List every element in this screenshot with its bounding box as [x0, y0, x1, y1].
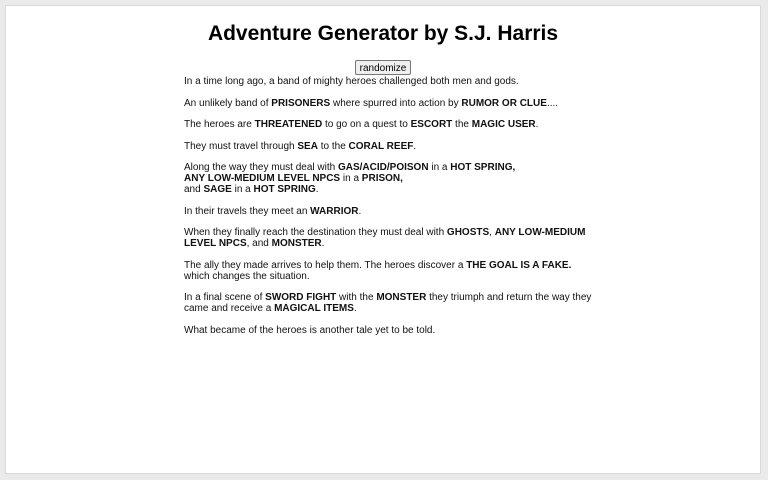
plot-twist: THE GOAL IS A FAKE.: [466, 259, 572, 271]
randomize-button[interactable]: randomize: [355, 60, 412, 75]
page-container: [5, 5, 761, 474]
text-segment: In their travels they meet an: [184, 205, 311, 217]
ally: WARRIOR: [310, 205, 359, 217]
text-segment: .: [353, 303, 357, 314]
text-segment: and: [184, 184, 204, 195]
final-enemy: MONSTER: [376, 292, 427, 303]
story-text: [184, 76, 594, 346]
travel-terrain: SEA: [297, 140, 318, 152]
text-segment: The ally they made arrives to help them. The heroes discover a: [184, 259, 467, 271]
quest-target: MAGIC USER: [471, 119, 536, 130]
text-segment: in a: [231, 184, 254, 195]
text-segment: In a final scene of: [184, 292, 266, 303]
text-segment: they triumph and return the way they came and receive a: [184, 292, 592, 314]
reward: MAGICAL ITEMS: [274, 303, 354, 314]
text-segment: the: [452, 119, 472, 130]
text-segment: , and: [246, 238, 272, 249]
obstacle-2: ANY LOW-MEDIUM LEVEL NPCS: [184, 173, 341, 184]
final-scene: SWORD FIGHT: [265, 292, 337, 303]
text-segment: to the: [317, 140, 349, 152]
quest-type: ESCORT: [410, 119, 453, 130]
story-travel: [184, 141, 594, 152]
story-band: [184, 98, 594, 109]
obstacle-1: GAS/ACID/POISON: [337, 162, 429, 173]
text-segment: .: [358, 205, 362, 217]
obstacle-3: SAGE: [203, 184, 232, 195]
story-meet: [184, 206, 594, 217]
text-segment: in a: [340, 173, 362, 184]
text-segment: They must travel through: [184, 140, 298, 152]
text-segment: which changes the situation.: [184, 270, 310, 282]
text-segment: .: [321, 238, 325, 249]
story-intro: In a time long ago, a band of mighty heroes challenged both men and gods.: [184, 76, 519, 87]
obstacle-3-location: HOT SPRING: [253, 184, 316, 195]
text-segment: in a: [428, 162, 451, 173]
text-segment: ,: [489, 227, 495, 238]
destination: CORAL REEF: [348, 140, 414, 152]
story-ending: What became of the heroes is another tale yet to be told.: [184, 324, 436, 336]
text-segment: The heroes are: [184, 119, 255, 130]
quest-reason: THREATENED: [254, 119, 323, 130]
final-obstacle-2: ANY LOW-MEDIUM LEVEL NPCS: [184, 227, 586, 249]
final-obstacle-3: MONSTER: [271, 238, 322, 249]
text-segment: Along the way they must deal with: [184, 162, 338, 173]
motivation: RUMOR OR CLUE: [461, 97, 547, 109]
band-type: PRISONERS: [271, 97, 331, 109]
story-obstacles: [184, 162, 594, 195]
final-obstacle-1: GHOSTS: [446, 227, 490, 238]
text-segment: ....: [546, 97, 559, 109]
obstacle-2-location: PRISON,: [361, 173, 403, 184]
text-segment: where spurred into action by: [330, 97, 462, 109]
story-finale: [184, 292, 594, 314]
text-segment: with the: [336, 292, 377, 303]
button-row: [6, 58, 760, 76]
story-destination: [184, 227, 594, 249]
text-segment: .: [413, 140, 417, 152]
text-segment: An unlikely band of: [184, 97, 272, 109]
text-segment: .: [315, 184, 319, 195]
text-segment: When they finally reach the destination they must deal with: [184, 227, 447, 238]
page-title: Adventure Generator by S.J. Harris: [207, 22, 559, 45]
text-segment: .: [535, 119, 539, 130]
story-quest: [184, 119, 594, 130]
story-twist: [184, 260, 594, 282]
text-segment: to go on a quest to: [322, 119, 411, 130]
obstacle-1-location: HOT SPRING,: [450, 162, 516, 173]
